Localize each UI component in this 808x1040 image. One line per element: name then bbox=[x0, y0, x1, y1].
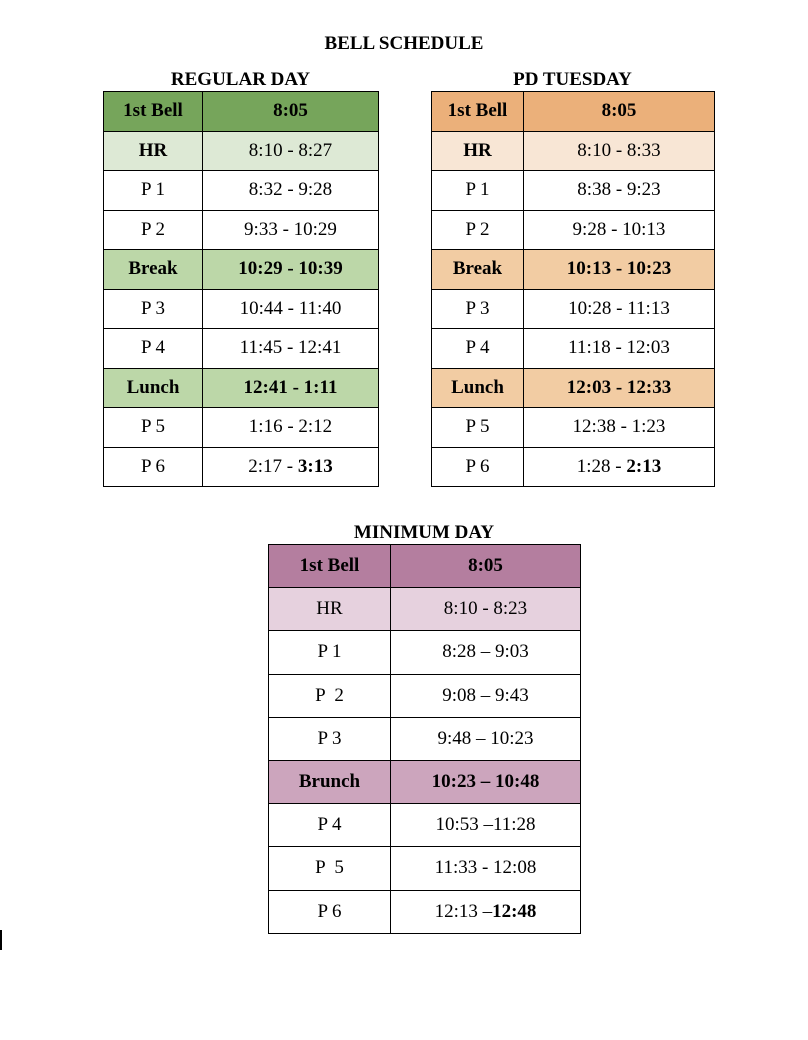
pd-tuesday-table bbox=[431, 91, 715, 487]
period-start: 1:28 - bbox=[576, 455, 627, 477]
period-label: HR bbox=[269, 588, 391, 631]
period-time: 11:33 - 12:08 bbox=[391, 847, 581, 890]
table-row bbox=[104, 289, 379, 329]
table-row bbox=[104, 329, 379, 369]
period-label: Brunch bbox=[269, 760, 391, 803]
period-time: 10:23 – 10:48 bbox=[391, 760, 581, 803]
table-row bbox=[432, 250, 715, 290]
period-time bbox=[203, 447, 379, 487]
table-row bbox=[104, 408, 379, 448]
period-time: 9:08 – 9:43 bbox=[391, 674, 581, 717]
table-row bbox=[269, 890, 581, 933]
table-row bbox=[104, 447, 379, 487]
period-label: P 3 bbox=[432, 289, 524, 329]
period-label: P 6 bbox=[104, 447, 203, 487]
table-row bbox=[269, 717, 581, 760]
period-time: 11:18 - 12:03 bbox=[524, 329, 715, 369]
regular-day-table bbox=[103, 91, 379, 487]
period-label: P 1 bbox=[269, 631, 391, 674]
dismissal-time: 12:48 bbox=[492, 900, 537, 922]
period-time: 8:38 - 9:23 bbox=[524, 171, 715, 211]
period-time: 10:13 - 10:23 bbox=[524, 250, 715, 290]
table-row bbox=[269, 847, 581, 890]
period-time: 11:45 - 12:41 bbox=[203, 329, 379, 369]
period-label: P 2 bbox=[269, 674, 391, 717]
period-time: 8:10 - 8:33 bbox=[524, 131, 715, 171]
period-label: HR bbox=[432, 131, 524, 171]
period-time: 12:41 - 1:11 bbox=[203, 368, 379, 408]
period-label: P 4 bbox=[104, 329, 203, 369]
pd-tuesday-caption: PD TUESDAY bbox=[513, 69, 632, 90]
table-row bbox=[432, 171, 715, 211]
table-row bbox=[432, 131, 715, 171]
page-title: BELL SCHEDULE bbox=[324, 33, 484, 54]
table-row bbox=[104, 92, 379, 132]
period-time bbox=[524, 447, 715, 487]
period-label: 1st Bell bbox=[432, 92, 524, 132]
period-time: 8:05 bbox=[524, 92, 715, 132]
period-time bbox=[391, 890, 581, 933]
table-row bbox=[432, 289, 715, 329]
period-label: P 1 bbox=[104, 171, 203, 211]
table-row bbox=[269, 760, 581, 803]
period-label: P 3 bbox=[269, 717, 391, 760]
period-time: 12:03 - 12:33 bbox=[524, 368, 715, 408]
period-label: Lunch bbox=[432, 368, 524, 408]
period-label: P 6 bbox=[432, 447, 524, 487]
table-row bbox=[104, 368, 379, 408]
period-label: P 4 bbox=[269, 804, 391, 847]
table-row bbox=[432, 329, 715, 369]
period-label: 1st Bell bbox=[269, 545, 391, 588]
period-start: 2:17 - bbox=[248, 455, 298, 477]
period-time: 10:29 - 10:39 bbox=[203, 250, 379, 290]
period-label: P 5 bbox=[432, 408, 524, 448]
table-row bbox=[432, 368, 715, 408]
period-label: P 5 bbox=[269, 847, 391, 890]
period-start: 12:13 – bbox=[434, 900, 493, 922]
period-label: P 6 bbox=[269, 890, 391, 933]
table-row bbox=[104, 250, 379, 290]
table-row bbox=[269, 804, 581, 847]
period-time: 8:05 bbox=[391, 545, 581, 588]
period-label: P 1 bbox=[432, 171, 524, 211]
period-time: 10:44 - 11:40 bbox=[203, 289, 379, 329]
period-time: 8:10 - 8:27 bbox=[203, 131, 379, 171]
minimum-day-caption: MINIMUM DAY bbox=[353, 522, 495, 543]
period-time: 9:33 - 10:29 bbox=[203, 210, 379, 250]
minimum-day-table bbox=[268, 544, 581, 934]
table-row bbox=[104, 210, 379, 250]
period-time: 8:28 – 9:03 bbox=[391, 631, 581, 674]
period-time: 10:28 - 11:13 bbox=[524, 289, 715, 329]
period-time: 8:05 bbox=[203, 92, 379, 132]
period-label: P 2 bbox=[104, 210, 203, 250]
period-time: 1:16 - 2:12 bbox=[203, 408, 379, 448]
period-label: Break bbox=[104, 250, 203, 290]
table-row bbox=[269, 588, 581, 631]
period-label: P 3 bbox=[104, 289, 203, 329]
table-row bbox=[432, 408, 715, 448]
period-time: 8:32 - 9:28 bbox=[203, 171, 379, 211]
period-time: 8:10 - 8:23 bbox=[391, 588, 581, 631]
period-label: Lunch bbox=[104, 368, 203, 408]
period-label: P 4 bbox=[432, 329, 524, 369]
dismissal-time: 3:13 bbox=[297, 455, 333, 477]
dismissal-time: 2:13 bbox=[626, 455, 662, 477]
period-label: 1st Bell bbox=[104, 92, 203, 132]
table-row bbox=[104, 131, 379, 171]
period-time: 9:28 - 10:13 bbox=[524, 210, 715, 250]
period-time: 9:48 – 10:23 bbox=[391, 717, 581, 760]
period-label: HR bbox=[104, 131, 203, 171]
table-row bbox=[269, 674, 581, 717]
table-row bbox=[432, 210, 715, 250]
table-row bbox=[432, 92, 715, 132]
period-label: P 5 bbox=[104, 408, 203, 448]
regular-day-caption: REGULAR DAY bbox=[170, 69, 311, 90]
period-time: 12:38 - 1:23 bbox=[524, 408, 715, 448]
table-row bbox=[104, 171, 379, 211]
table-row bbox=[269, 545, 581, 588]
table-row bbox=[432, 447, 715, 487]
period-time: 10:53 –11:28 bbox=[391, 804, 581, 847]
period-label: P 2 bbox=[432, 210, 524, 250]
text-cursor bbox=[0, 930, 2, 950]
table-row bbox=[269, 631, 581, 674]
period-label: Break bbox=[432, 250, 524, 290]
